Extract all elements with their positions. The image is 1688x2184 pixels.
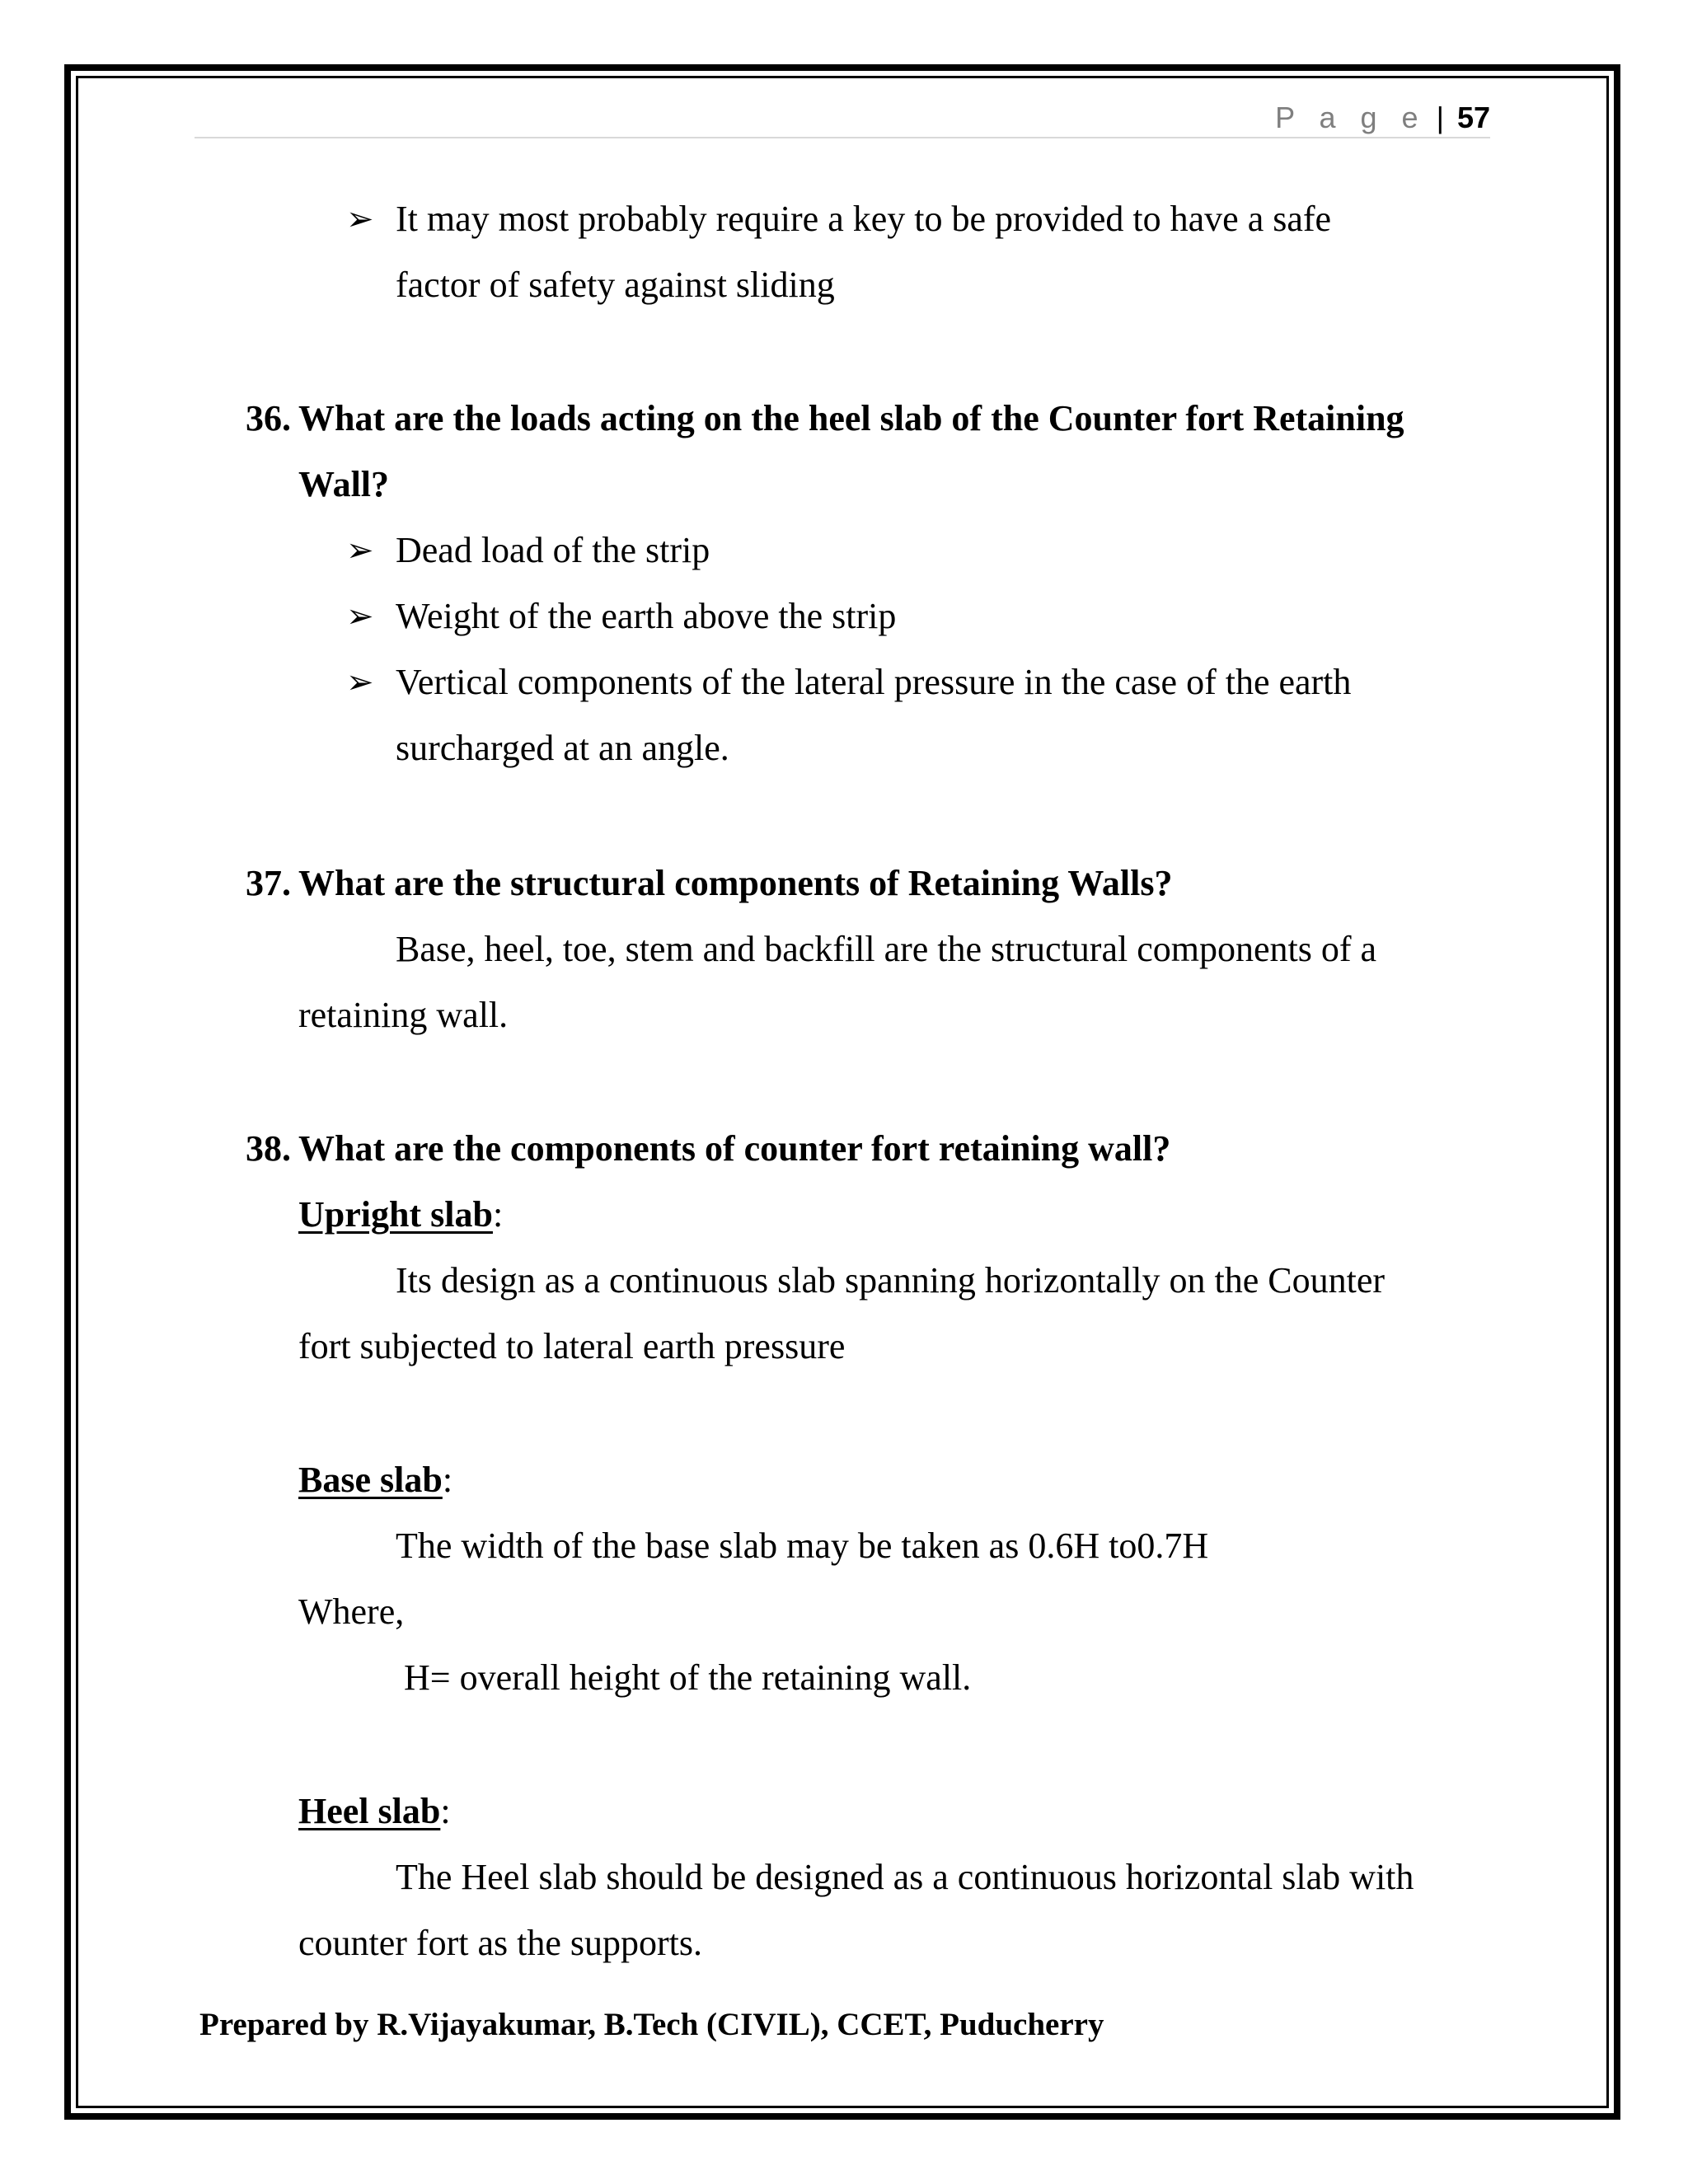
q36-bullet-1: Dead load of the strip bbox=[396, 530, 710, 570]
q36-bullet-3-line2: surcharged at an angle. bbox=[396, 728, 729, 768]
upright-slab-label: Upright slab bbox=[298, 1194, 493, 1235]
bullet-arrow-icon: ➢ bbox=[346, 200, 374, 238]
base-slab-label: Base slab bbox=[298, 1460, 443, 1500]
base-slab-heading bbox=[298, 1455, 452, 1505]
intro-bullet-line1: It may most probably require a key to be provided to have a safe bbox=[396, 199, 1332, 239]
bullet-arrow-icon: ➢ bbox=[346, 663, 374, 701]
q36-number: 36. bbox=[246, 398, 291, 438]
upright-slab-colon: : bbox=[492, 1194, 504, 1235]
q37-answer-line2: retaining wall. bbox=[298, 995, 509, 1035]
upright-slab-heading bbox=[298, 1190, 503, 1240]
q37-number: 37. bbox=[246, 863, 291, 903]
page-separator: | bbox=[1436, 101, 1444, 134]
base-slab-colon: : bbox=[442, 1460, 453, 1500]
q36-question-line1: What are the loads acting on the heel slab of the Counter fort Retaining bbox=[298, 398, 1404, 438]
q38-number: 38. bbox=[246, 1128, 291, 1169]
page-header bbox=[195, 97, 1490, 138]
page-label: P a g e bbox=[1275, 101, 1427, 134]
page-footer: Prepared by R.Vijayakumar, B.Tech (CIVIL), CCET, Puducherry bbox=[199, 2007, 1104, 2042]
upright-slab-line2: fort subjected to lateral earth pressure bbox=[298, 1326, 846, 1366]
q36-bullet-2: Weight of the earth above the strip bbox=[396, 596, 897, 636]
q36-bullet-3: Vertical components of the lateral pressure in the case of the earth bbox=[396, 662, 1352, 702]
bullet-arrow-icon: ➢ bbox=[346, 532, 374, 569]
base-slab-line1: The width of the base slab may be taken as 0.6H to0.7H bbox=[396, 1526, 1209, 1566]
q38-question: What are the components of counter fort retaining wall? bbox=[298, 1128, 1171, 1169]
heel-slab-label: Heel slab bbox=[298, 1791, 441, 1831]
intro-bullet-line2: factor of safety against sliding bbox=[396, 265, 835, 305]
heel-slab-heading bbox=[298, 1787, 451, 1836]
q36-question-line2: Wall? bbox=[298, 464, 390, 504]
bullet-arrow-icon: ➢ bbox=[346, 598, 374, 635]
page-number: 57 bbox=[1456, 101, 1490, 134]
q37-question: What are the structural components of Retaining Walls? bbox=[298, 863, 1173, 903]
q37-answer-line1: Base, heel, toe, stem and backfill are the structural components of a bbox=[396, 929, 1377, 969]
base-slab-where: Where, bbox=[298, 1591, 405, 1632]
heel-slab-line1: The Heel slab should be designed as a continuous horizontal slab with bbox=[396, 1857, 1414, 1897]
base-slab-definition: H= overall height of the retaining wall. bbox=[404, 1657, 972, 1698]
upright-slab-line1: Its design as a continuous slab spanning horizontally on the Counter bbox=[396, 1260, 1386, 1301]
heel-slab-colon: : bbox=[440, 1791, 451, 1831]
heel-slab-line2: counter fort as the supports. bbox=[298, 1923, 702, 1963]
